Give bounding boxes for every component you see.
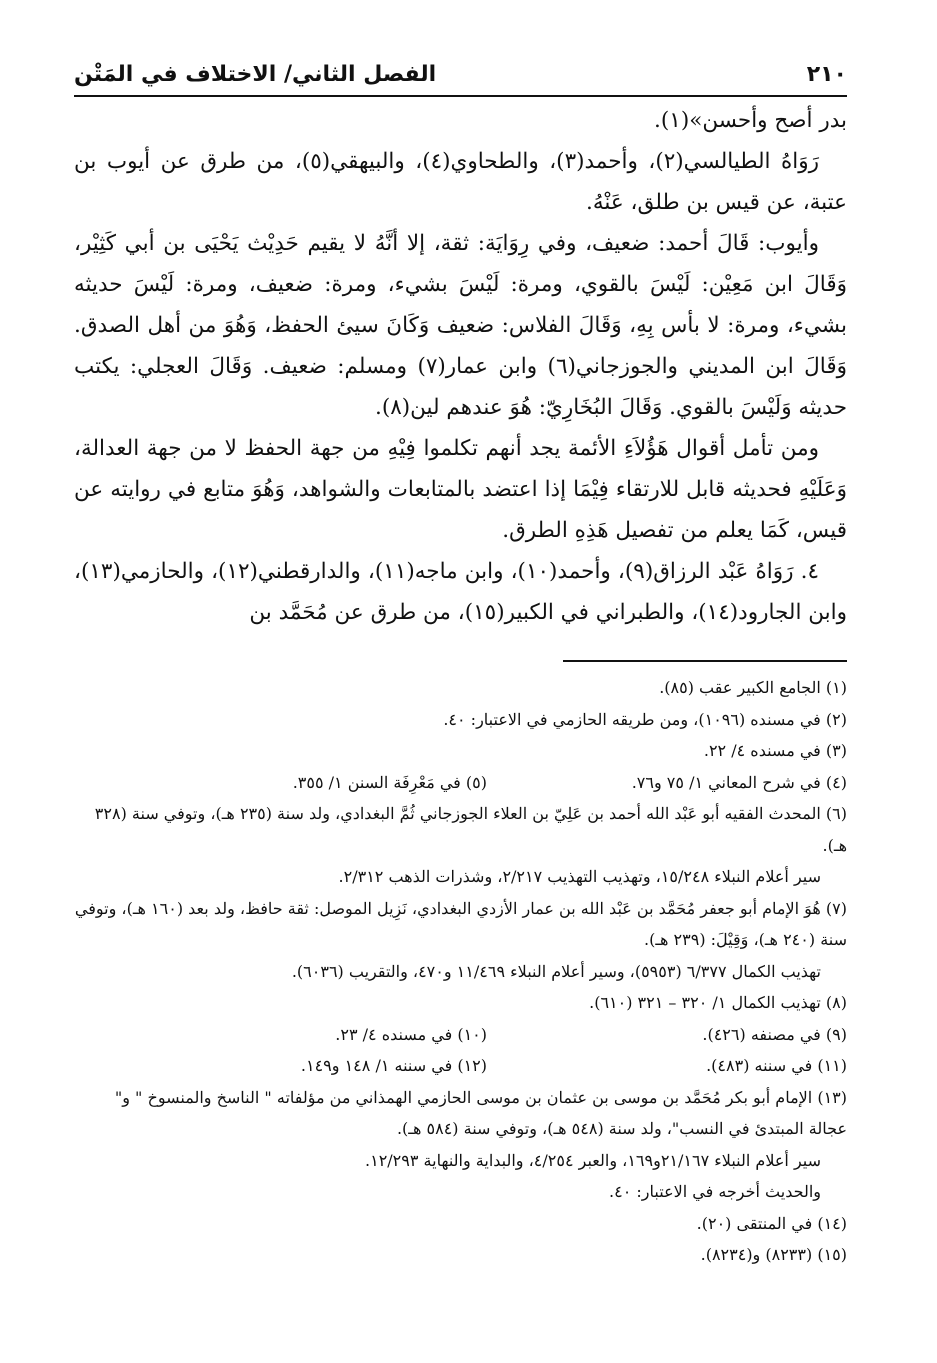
footnote-4: (٤) في شرح المعاني ١/ ٧٥ و٧٦.: [631, 772, 847, 792]
footnote-6: (٦) المحدث الفقيه أبو عَبْد الله أحمد بن عَلِيّ بن العلاء الجوزجاني ثُمَّ البغدادي، ولد سنة (٢٣٥ هـ)، وتوفي سنة (٣٢٨ هـ).: [94, 804, 847, 855]
footnote-9: (٩) في مصنفه (٤٢٦).: [702, 1024, 847, 1044]
footnote-6-sources: سير أعلام النبلاء ١٥/٢٤٨، وتهذيب التهذيب ٢/٢١٧، وشذرات الذهب ٢/٣١٢.: [338, 867, 821, 886]
footnote-3: (٣) في مسنده ٤/ ٢٢.: [703, 741, 847, 760]
footnote-14: (١٤) في المنتقى (٢٠).: [696, 1213, 847, 1233]
footnote-7: (٧) هُوَ الإمام أبو جعفر مُحَمَّد بن عَبْد الله بن عمار الأزدي البغدادي، نَزِيل الموصل: ثقة حافظ، ولد بعد (١٦٠ هـ)، وتوفي سنة (٢٤٠ هـ)، وَقِيْلَ: (٢٣٩ هـ).: [74, 898, 847, 949]
footnote-7-sources: تهذيب الكمال ٦/٣٧٧ (٥٩٥٣)، وسير أعلام النبلاء ١١/٤٦٩ و٤٧٠، والتقريب (٦٠٣٦).: [291, 961, 821, 981]
footnote-12: (١٢) في سننه ١/ ١٤٨ و١٤٩.: [300, 1056, 487, 1075]
footnote-15: (١٥) (٨٢٣٣) و(٨٢٣٤).: [700, 1245, 847, 1264]
paragraph-3: وأيوب: قَالَ أحمد: ضعيف، وفي رِوَايَة: ثقة، إلا أنَّهُ لا يقيم حَدِيْث يَحْيَى بن أبي كَثِيْر، وَقَالَ ابن مَعِيْن: لَيْسَ بالقوي، ومرة: لَيْسَ بشيء، ومرة: ضعيف، ومرة: لَيْسَ حديثه بشيء، ومرة: لا بأس بِهِ، وَقَالَ الفلاس: ضعيف وَكَانَ سيئ الحفظ، وَهُوَ من أهل الصدق. وَقَالَ ابن المديني والجوزجاني(٦) وابن عمار(٧) ومسلم: ضعيف. وَقَالَ العجلي: يكتب حديثه وَلَيْسَ بالقوي. وَقَالَ البُخَارِيّ: هُوَ عندهم لين(٨).: [74, 231, 848, 420]
footnote-8: (٨) تهذيب الكمال ١/ ٣٢٠ – ٣٢١ (٦١٠).: [589, 993, 847, 1012]
running-header: [74, 55, 847, 97]
footnote-11: (١١) في سننه (٤٨٣).: [706, 1056, 847, 1075]
footnote-row-11-12: [74, 1050, 847, 1082]
footnote-1: (١) الجامع الكبير عقب (٨٥).: [659, 678, 847, 697]
chapter-title: الفصل الثاني/ الاختلاف في المَتْن: [74, 62, 437, 87]
paragraph-1: بدر أصح وأحسن»(١).: [654, 108, 847, 133]
main-text: [74, 100, 847, 633]
footnote-13-sources: سير أعلام النبلاء ٢١/١٦٧و١٦٩، والعبر ٤/٢٥٤، والبداية والنهاية ١٢/٢٩٣.: [365, 1150, 821, 1170]
paragraph-2: رَوَاهُ الطيالسي(٢)، وأحمد(٣)، والطحاوي(٤)، والبيهقي(٥)، من طرق عن أيوب بن عتبة، عن قيس بن طلق، عَنْهُ.: [74, 149, 847, 215]
footnote-row-4-5: [74, 767, 847, 799]
footnote-5: (٥) في مَعْرِفَة السنن ١/ ٣٥٥.: [292, 772, 487, 792]
footnotes: [74, 672, 847, 1271]
footnote-13: (١٣) الإمام أبو بكر مُحَمَّد بن موسى بن عثمان بن موسى الحازمي الهمذاني من مؤلفاته " الناسخ والمنسوخ " و" عجالة المبتدئ في النسب"، ولد سنة (٥٤٨ هـ)، وتوفي سنة (٥٨٤ هـ).: [114, 1087, 847, 1138]
footnote-13-extra: والحديث أخرجه في الاعتبار: ٤٠.: [609, 1182, 821, 1201]
footnote-2: (٢) في مسنده (١٠٩٦)، ومن طريقه الحازمي في الاعتبار: ٤٠.: [443, 709, 847, 729]
paragraph-5: ٤. رَوَاهُ عَبْد الرزاق(٩)، وأحمد(١٠)، وابن ماجه(١١)، والدارقطني(١٢)، والحازمي(١٣)، وابن الجارود(١٤)، والطبراني في الكبير(١٥)، من طرق عن مُحَمَّد بن: [74, 559, 847, 625]
footnote-10: (١٠) في مسنده ٤/ ٢٣.: [335, 1024, 487, 1044]
paragraph-4: ومن تأمل أقوال هَؤُلاَءِ الأئمة يجد أنهم تكلموا فِيْهِ من جهة الحفظ لا من جهة العدالة، وَعَلَيْهِ فحديثه قابل للارتقاء فِيْمَا إذا اعتضد بالمتابعات والشواهد، وَهُوَ متابع في روايته عن قيس، كَمَا يعلم من تفصيل هَذِهِ الطرق.: [74, 436, 847, 543]
footnote-separator: [563, 660, 847, 662]
page-number: ٢١٠: [806, 62, 847, 87]
footnote-row-9-10: [74, 1019, 847, 1051]
